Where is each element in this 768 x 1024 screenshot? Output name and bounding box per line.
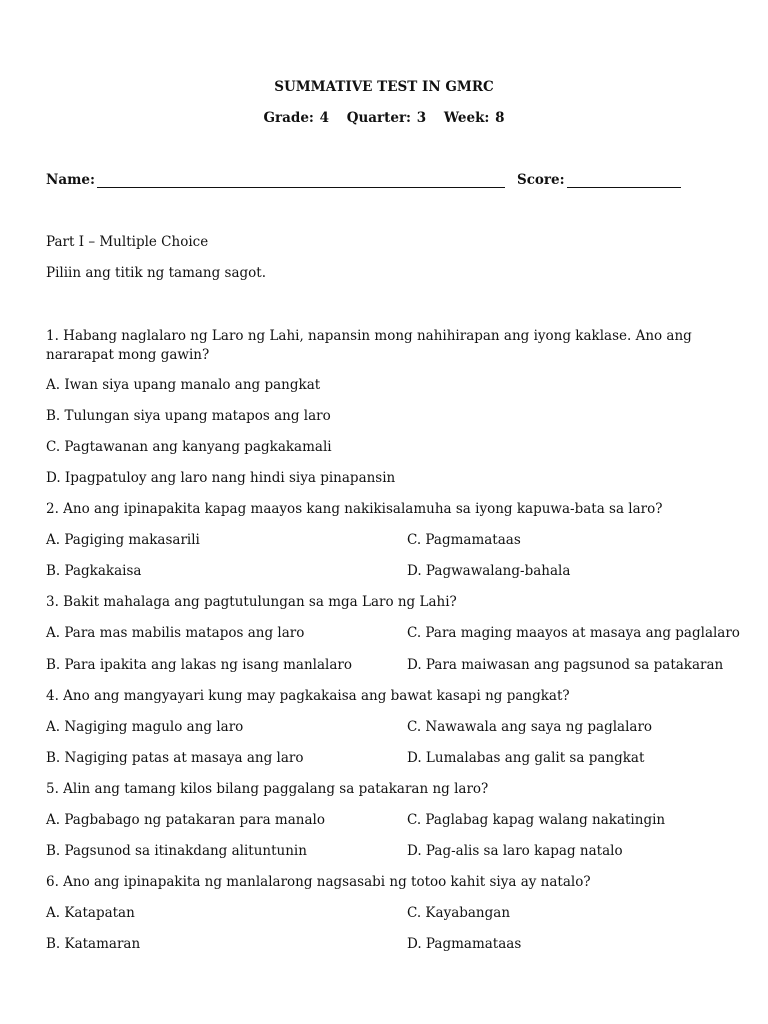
option-4b: B. Nagiging patas at masaya ang laro xyxy=(46,750,304,766)
option-5c: C. Paglabag kapag walang nakatingin xyxy=(407,812,666,828)
option-2b: B. Pagkakaisa xyxy=(46,563,142,579)
score-label: Score: xyxy=(516,172,565,188)
option-6a: A. Katapatan xyxy=(46,905,135,921)
option-6d: D. Pagmamataas xyxy=(407,936,522,952)
option-3a: A. Para mas mabilis matapos ang laro xyxy=(46,625,305,641)
option-3d: D. Para maiwasan ang pagsunod sa patakaran xyxy=(407,657,724,673)
grade-label: Grade: 4 xyxy=(263,110,329,126)
grade-info xyxy=(0,110,768,126)
name-score-row xyxy=(46,172,681,188)
option-1b: B. Tulungan siya upang matapos ang laro xyxy=(46,408,331,424)
name-blank[interactable] xyxy=(97,173,505,188)
quarter-label: Quarter: 3 xyxy=(346,110,427,126)
question-6: 6. Ano ang ipinapakita ng manlalarong nagsasabi ng totoo kahit siya ay natalo? xyxy=(46,874,591,890)
option-4d: D. Lumalabas ang galit sa pangkat xyxy=(407,750,645,766)
option-5b: B. Pagsunod sa itinakdang alituntunin xyxy=(46,843,307,859)
question-3: 3. Bakit mahalaga ang pagtutulungan sa mga Laro ng Lahi? xyxy=(46,594,457,610)
option-6c: C. Kayabangan xyxy=(407,905,511,921)
instructions: Piliin ang titik ng tamang sagot. xyxy=(46,265,267,281)
option-3c: C. Para maging maayos at masaya ang paglalaro xyxy=(407,625,740,641)
question-2: 2. Ano ang ipinapakita kapag maayos kang nakikisalamuha sa iyong kapuwa-bata sa laro? xyxy=(46,501,663,517)
week-label: Week: 8 xyxy=(443,110,505,126)
option-3b: B. Para ipakita ang lakas ng isang manlalaro xyxy=(46,657,352,673)
page-title: SUMMATIVE TEST IN GMRC xyxy=(274,79,494,95)
option-5a: A. Pagbabago ng patakaran para manalo xyxy=(46,812,325,828)
option-4c: C. Nawawala ang saya ng paglalaro xyxy=(407,719,653,735)
question-1: 1. Habang naglalaro ng Laro ng Lahi, napansin mong nahihirapan ang iyong kaklase. Ano ang nararapat mong gawin? xyxy=(46,328,692,363)
question-5: 5. Alin ang tamang kilos bilang paggalang sa patakaran ng laro? xyxy=(46,781,489,797)
option-1a: A. Iwan siya upang manalo ang pangkat xyxy=(46,377,321,393)
part-title: Part I – Multiple Choice xyxy=(46,234,209,250)
option-1c: C. Pagtawanan ang kanyang pagkakamali xyxy=(46,439,332,455)
name-label: Name: xyxy=(46,172,95,188)
option-2d: D. Pagwawalang-bahala xyxy=(407,563,571,579)
question-4: 4. Ano ang mangyayari kung may pagkakaisa ang bawat kasapi ng pangkat? xyxy=(46,688,570,704)
option-5d: D. Pag-alis sa laro kapag natalo xyxy=(407,843,623,859)
option-6b: B. Katamaran xyxy=(46,936,141,952)
score-blank[interactable] xyxy=(567,173,681,188)
option-2c: C. Pagmamataas xyxy=(407,532,521,548)
option-2a: A. Pagiging makasarili xyxy=(46,532,200,548)
option-1d: D. Ipagpatuloy ang laro nang hindi siya pinapansin xyxy=(46,470,396,486)
option-4a: A. Nagiging magulo ang laro xyxy=(46,719,244,735)
